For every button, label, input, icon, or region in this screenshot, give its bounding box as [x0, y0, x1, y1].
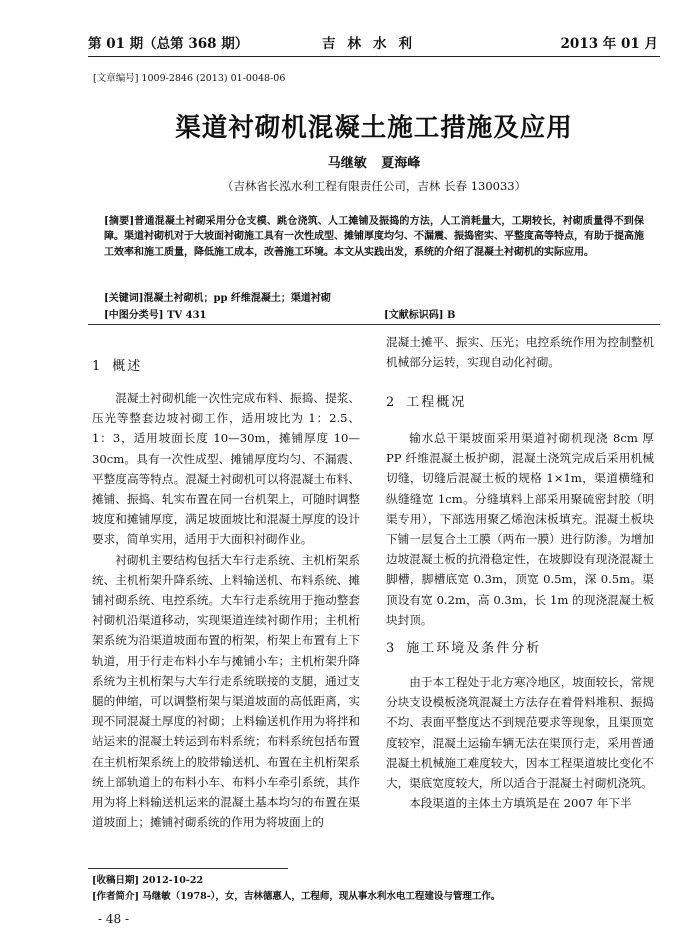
- issue-date: 2013 年 01 月: [560, 36, 658, 52]
- affiliation: （吉林省长泓水利工程有限责任公司，吉林 长春 130033）: [221, 179, 527, 193]
- classification: [104, 306, 207, 321]
- section-2-title: 工程概况: [406, 395, 467, 410]
- keywords-text: 混凝土衬砌机；pp 纤维混凝土；渠道衬砌: [143, 293, 331, 304]
- section-3-title: 施工环境及条件分析: [406, 641, 542, 656]
- abstract-rule: [88, 324, 660, 325]
- paragraph: 由于本工程处于北方寒冷地区，坡面较长，常规分块支设模板浇筑混凝土方法存在着骨料堆积、振捣不均、表面平整度达不到规范要求等现象，且渠顶宽度较窄，混凝土运输车辆无法在渠顶行走，采用普通混凝土机械施工难度较大，因本工程渠道坡比变化不大，渠底宽度较大，所以适合于混凝土衬砌机浇筑。: [386, 675, 654, 791]
- keywords: [104, 289, 331, 304]
- paragraph: 衬砌机主要结构包括大车行走系统、主机桁架系统、主机桁架升降系统、上料输送机、布料系统、摊铺衬砌系统、电控系统。大车行走系统用于拖动整套衬砌机沿渠道移动，实现渠道连续衬砌作用；主机桁架系统为沿渠道坡面布置的桁架，桁架上布置有上下轨道，用于行走布料小车与摊铺小车；主机桁架升降系统为主机桁架与大车行走系统联接的支腿，通过支腿的伸缩，可以调整桁架与渠道坡面的高低距离，实现不同混凝土厚度的衬砌；上料输送机作用为将拌和站运来的混凝土转运到布料系统；布料系统包括布置在主机桁架系统上的胶带输送机、布置在主机桁架系统上部轨道上的布料小车、布料小车牵引系统，其作用为将上料输送机运来的混凝土基本均匀的布置在渠道坡面上；摊铺衬砌系统的作用为将坡面上的: [92, 552, 360, 830]
- section-2-number: 2: [386, 395, 395, 410]
- section-1-title: 概述: [112, 359, 143, 374]
- article-title: 渠道衬砌机混凝土施工措施及应用: [175, 113, 573, 143]
- header-rule: [88, 56, 660, 57]
- abstract: [104, 214, 644, 260]
- section-1-heading: [92, 355, 142, 374]
- running-header: [88, 32, 658, 54]
- footnote-rule: [88, 868, 288, 869]
- abstract-label: [摘要]: [104, 216, 135, 227]
- paragraph: 输水总干渠坡面采用渠道衬砌机现浇 8cm 厚 PP 纤维混凝土板护砌，混凝土浇筑完成后采用机械切缝，切缝后混凝土板的规格 1×1m，渠道横缝和纵缝缝宽 1cm。分缝填料上部采用聚硫密封胶（明渠专用），下部选用聚乙烯泡沫板填充。混凝土板块下铺一层复合土工膜（两布一膜）进行防渗。为增加边坡混凝土板的抗滑稳定性，在坡脚设有现浇混凝土脚槽，脚槽底宽 0.3m，顶宽 0.5m，深 0.5m。渠顶设有宽 0.2m，高 0.3m，长 1m 的现浇混凝土板块封顶。: [386, 431, 654, 627]
- authors: 马继敏 夏海峰: [327, 156, 421, 171]
- received-date: [收稿日期] 2012-10-22: [92, 875, 204, 886]
- section-3-number: 3: [386, 641, 395, 656]
- page-number: - 48 -: [98, 912, 130, 926]
- paragraph: 混凝土摊平、振实、压光；电控系统作用为控制整机机械部分运转，实现自动化衬砌。: [386, 335, 654, 370]
- section-3-heading: [386, 637, 541, 656]
- paragraph: 混凝土衬砌机能一次性完成布料、振捣、提浆、压光等整套边坡衬砌工作，适用坡比为 1：2.5、1：3，适用坡面长度 10—30m，摊铺厚度 10—30cm。具有一次性成型、摊铺厚度均匀、不漏震、平整度高等特点。混凝土衬砌机可以将混凝土布料、摊铺、振捣、轧实布置在同一台机架上，可随时调整坡度和摊铺厚度，满足坡面坡比和混凝土厚度的设计要求，简单实用，适用于大面积衬砌作业。: [92, 391, 360, 547]
- right-column-s2: [386, 428, 654, 630]
- author-bio: [作者简介] 马继敏（1978-），女，吉林德惠人，工程师，现从事水利水电工程建设与管理工作。: [92, 891, 501, 902]
- section-1-number: 1: [92, 359, 101, 374]
- right-column-s3: [386, 672, 654, 813]
- keywords-label: [关键词]: [104, 293, 144, 304]
- journal-name: 吉林水利: [322, 36, 424, 52]
- abstract-text: 普通混凝土衬砌采用分仓支模、跳仓浇筑、人工摊铺及振捣的方法，人工消耗量大，工期较长，衬砌质量得不到保障。渠道衬砌机对于大坡面衬砌施工具有一次性成型、摊铺厚度均匀、不漏震、振捣密实、平整度高等特点，有助于提高施工效率和施工质量，降低施工成本，改善施工环境。本文从实践出发，系统的介绍了混凝土衬砌机的实际应用。: [104, 216, 644, 258]
- issue-label: 第 01 期（总第 368 期）: [88, 36, 249, 52]
- right-column-top: [386, 332, 654, 372]
- paragraph: 本段渠道的主体土方填筑是在 2007 年下半: [409, 796, 632, 811]
- classification-text: TV 431: [166, 310, 207, 321]
- doc-code-text: B: [446, 310, 456, 321]
- section-2-heading: [386, 391, 466, 410]
- doc-code-label: [文献标识码]: [384, 310, 444, 321]
- article-number: [文章编号] 1009-2846 (2013) 01-0048-06: [93, 73, 286, 84]
- classification-label: [中图分类号]: [104, 310, 164, 321]
- document-code: [384, 306, 455, 321]
- left-column: [92, 388, 360, 832]
